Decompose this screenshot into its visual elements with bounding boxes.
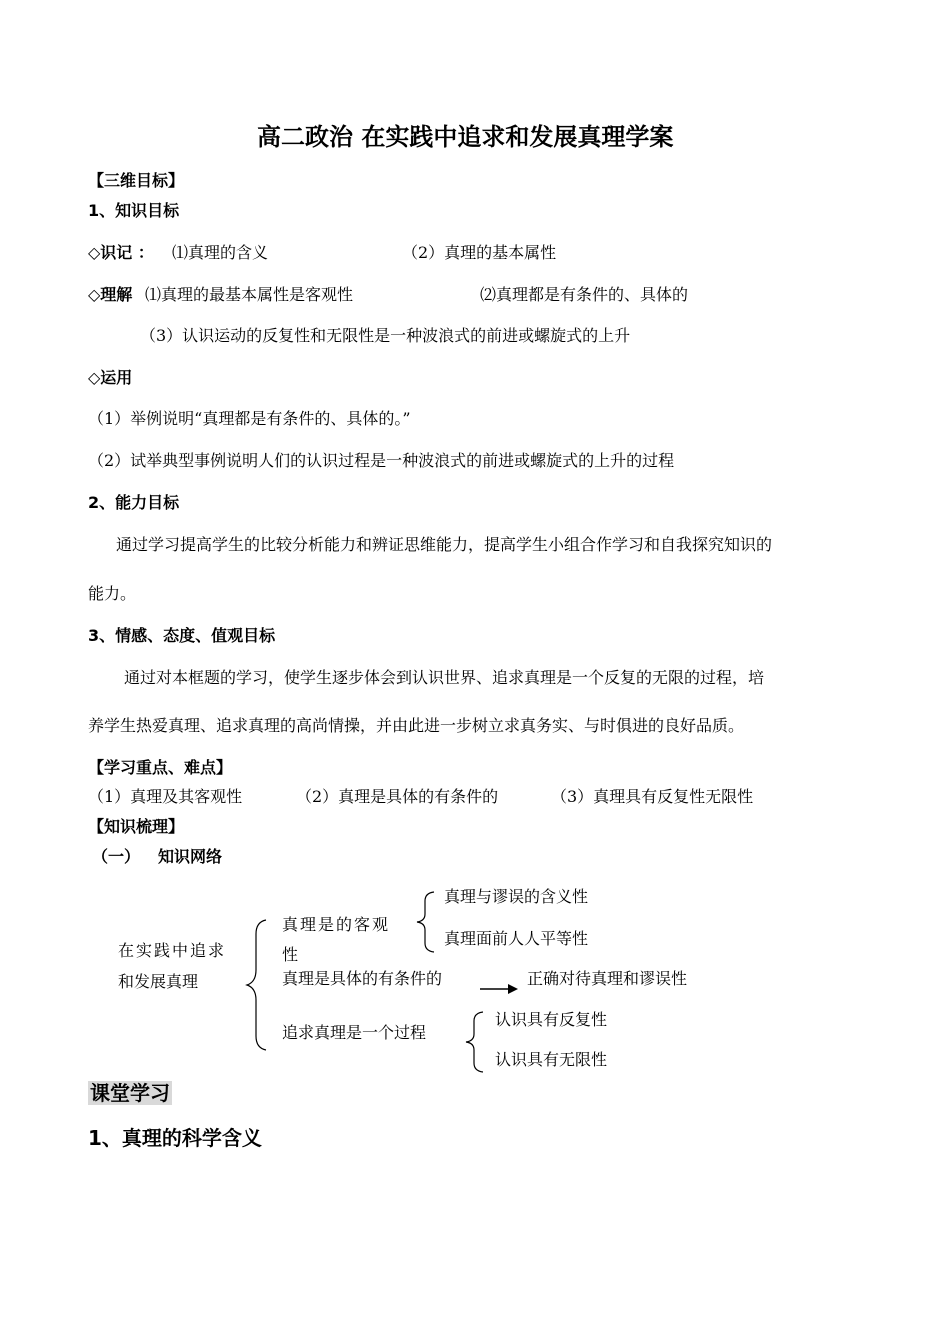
leaf-1a: 真理与谬误的含义性	[444, 887, 589, 906]
network-sub-label: （一）	[92, 847, 141, 866]
emotion-goal-text-2: 养学生热爱真理、追求真理的高尚情操，并由此进一步树立求真务实、与时俱进的良好品质。	[88, 716, 745, 735]
knowledge-goal-heading: 1、知识目标	[88, 201, 180, 220]
network-sub-title: 知识网络	[158, 847, 223, 866]
goals-heading: 【三维目标】	[88, 171, 185, 190]
page-title: 高二政治 在实践中追求和发展真理学案	[257, 123, 674, 151]
emotion-goal-text-1: 通过对本框题的学习，使学生逐步体会到认识世界、追求真理是一个反复的无限的过程，培	[124, 668, 765, 687]
branch-3: 追求真理是一个过程	[282, 1023, 427, 1042]
arrow-icon	[478, 982, 520, 996]
leaf-1b: 真理面前人人平等性	[444, 929, 589, 948]
branch-1-line-2: 性	[282, 945, 299, 964]
key-points-heading: 【学习重点、难点】	[88, 758, 233, 777]
key-point-2: （2）真理是具体的有条件的	[296, 787, 499, 806]
apply-item-1: （1）举例说明“真理都是有条件的、具体的。”	[88, 409, 411, 428]
branch-1-line-1: 真理是的客观	[282, 915, 391, 934]
understand-item-3: （3）认识运动的反复性和无限性是一种波浪式的前进或螺旋式的上升	[140, 326, 631, 345]
network-root-line-1: 在实践中追求	[118, 941, 227, 960]
understand-label: ◇理解	[88, 285, 133, 304]
memorize-label: ◇识记 ：	[88, 243, 154, 262]
branch-2: 真理是具体的有条件的	[282, 969, 443, 988]
network-root-line-2: 和发展真理	[118, 972, 199, 991]
leaf-3a: 认识具有反复性	[495, 1010, 608, 1029]
understand-item-1: ⑴真理的最基本属性是客观性	[145, 285, 354, 304]
ability-goal-text-2: 能力。	[88, 584, 137, 603]
understand-item-2: ⑵真理都是有条件的、具体的	[480, 285, 689, 304]
section-1-heading: 1、真理的科学含义	[88, 1126, 262, 1150]
ability-goal-heading: 2、能力目标	[88, 493, 180, 512]
knowledge-review-heading: 【知识梳理】	[88, 817, 185, 836]
main-brace	[244, 918, 268, 1052]
key-point-1: （1）真理及其客观性	[88, 787, 243, 806]
classroom-heading-text: 课堂学习	[90, 1081, 170, 1105]
leaf-3b: 认识具有无限性	[495, 1050, 608, 1069]
memorize-item-1: ⑴真理的含义	[172, 243, 269, 262]
memorize-item-2: （2）真理的基本属性	[402, 243, 557, 262]
ability-goal-text-1: 通过学习提高学生的比较分析能力和辨证思维能力，提高学生小组合作学习和自我探究知识的	[116, 535, 773, 554]
classroom-heading	[88, 1080, 172, 1106]
key-point-3: （3）真理具有反复性无限性	[551, 787, 754, 806]
branch-1-brace	[414, 890, 436, 954]
apply-item-2: （2）试举典型事例说明人们的认识过程是一种波浪式的前进或螺旋式的上升的过程	[88, 451, 675, 470]
branch-3-brace	[463, 1010, 485, 1074]
leaf-2: 正确对待真理和谬误性	[527, 969, 688, 988]
apply-label: ◇运用	[88, 368, 133, 387]
emotion-goal-heading: 3、情感、态度、值观目标	[88, 626, 276, 645]
